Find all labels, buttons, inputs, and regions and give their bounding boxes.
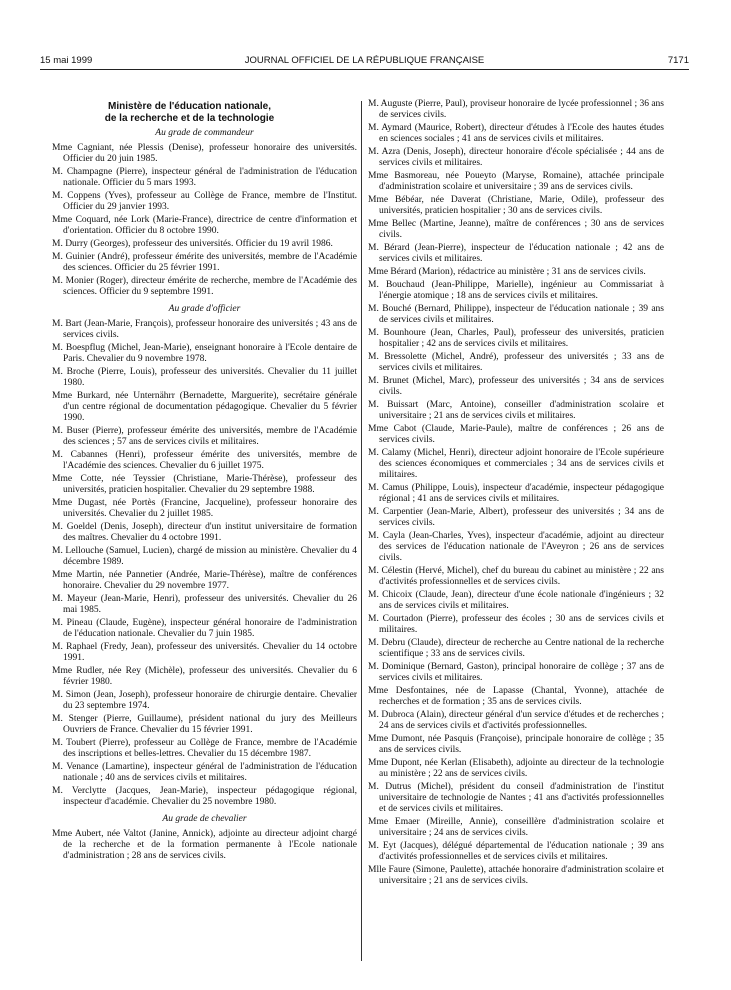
- chevalier-list: [52, 829, 357, 862]
- list-item: M. Brunet (Michel, Marc), professeur des universités ; 34 ans de services civils.: [368, 376, 664, 397]
- commandeur-list: [52, 143, 357, 298]
- list-item: M. Goeldel (Denis, Joseph), directeur d'un institut universitaire de formation des maîtres. Chevalier du 4 octobre 1991.: [52, 522, 357, 543]
- list-item: M. Mayeur (Jean-Marie, Henri), professeur des universités. Chevalier du 26 mai 1985.: [52, 594, 357, 615]
- header-rule: [40, 69, 689, 70]
- section-title-line-2: de la recherche et de la technologie: [104, 112, 275, 124]
- list-item: M. Dubroca (Alain), directeur général d'un service d'études et de recherches ; 24 ans de services civils et d'activités professionnelles.: [368, 710, 664, 731]
- left-column: [52, 101, 357, 864]
- list-item: Mme Cotte, née Teyssier (Christiane, Marie-Thérèse), professeur des universités, praticien hospitalier. Chevalier du 29 septembre 1988.: [52, 474, 357, 495]
- list-item: Mme Burkard, née Unternährr (Bernadette, Marguerite), secrétaire générale d'un centre régional de documentation pédagogique. Chevalier du 5 février 1990.: [52, 391, 357, 423]
- section-title-line-1: Ministère de l'éducation nationale,: [108, 101, 271, 112]
- list-item: Mme Rudler, née Rey (Michèle), professeur des universités. Chevalier du 6 février 1980.: [52, 666, 357, 687]
- header-journal-title: JOURNAL OFFICIEL DE LA RÉPUBLIQUE FRANÇAISE: [244, 55, 485, 66]
- list-item: M. Buissart (Marc, Antoine), conseiller d'administration scolaire et universitaire ; 21 ans de services civils et militaires.: [368, 400, 664, 421]
- column-divider: [361, 101, 362, 961]
- list-item: Mme Cabot (Claude, Marie-Paule), maître de conférences ; 26 ans de services civils.: [368, 424, 664, 445]
- list-item: M. Champagne (Pierre), inspecteur général de l'administration de l'éducation nationale. Officier du 5 mars 1993.: [52, 167, 357, 188]
- list-item: M. Chicoix (Claude, Jean), directeur d'une école nationale d'ingénieurs ; 32 ans de services civils et militaires.: [368, 590, 664, 611]
- list-item: M. Broche (Pierre, Louis), professeur des universités. Chevalier du 11 juillet 1980.: [52, 367, 357, 388]
- list-item: M. Raphael (Fredy, Jean), professeur des universités. Chevalier du 14 octobre 1991.: [52, 642, 357, 663]
- list-item: M. Durry (Georges), professeur des universités. Officier du 19 avril 1986.: [52, 239, 333, 249]
- list-item: M. Lellouche (Samuel, Lucien), chargé de mission au ministère. Chevalier du 4 décembre 1989.: [52, 546, 357, 567]
- list-item: M. Toubert (Pierre), professeur au Collège de France, membre de l'Académie des inscriptions et belles-lettres. Chevalier du 15 décembre 1987.: [52, 738, 357, 759]
- list-item: Mlle Faure (Simone, Paulette), attachée honoraire d'administration scolaire et universitaire ; 21 ans de services civils.: [368, 865, 664, 886]
- list-item: M. Pineau (Claude, Eugène), inspecteur général honoraire de l'administration de l'éducation nationale. Chevalier du 7 juin 1985.: [52, 618, 357, 639]
- list-item: Mme Bellec (Martine, Jeanne), maître de conférences ; 30 ans de services civils.: [368, 219, 664, 240]
- list-item: M. Boespflug (Michel, Jean-Marie), enseignant honoraire à l'Ecole dentaire de Paris. Chevalier du 9 novembre 1978.: [52, 343, 357, 364]
- list-item: M. Verclytte (Jacques, Jean-Marie), inspecteur pédagogique régional, inspecteur d'académie. Chevalier du 25 novembre 1980.: [52, 786, 357, 807]
- list-item: M. Bart (Jean-Marie, François), professeur honoraire des universités ; 43 ans de services civils.: [52, 319, 357, 340]
- page-header: [40, 55, 689, 69]
- list-item: Mme Dugast, née Portès (Francine, Jacqueline), professeur honoraire des universités. Chevalier du 2 juillet 1985.: [52, 498, 357, 519]
- list-item: Mme Basmoreau, née Poueyto (Maryse, Romaine), attachée principale d'administration scolaire et universitaire ; 39 ans de services civils.: [368, 171, 664, 192]
- list-item: M. Auguste (Pierre, Paul), proviseur honoraire de lycée professionnel ; 36 ans de services civils.: [368, 99, 665, 120]
- list-item: M. Debru (Claude), directeur de recherche au Centre national de la recherche scientifique ; 33 ans de services civils.: [368, 638, 664, 659]
- list-item: M. Dominique (Bernard, Gaston), principal honoraire de collège ; 37 ans de services civils et militaires.: [368, 662, 664, 683]
- list-item: Mme Martin, née Pannetier (Andrée, Marie-Thérèse), maître de conférences honoraire. Chevalier du 29 novembre 1977.: [52, 570, 357, 591]
- list-item: M. Bérard (Jean-Pierre), inspecteur de l'éducation nationale ; 42 ans de services civils et militaires.: [368, 243, 664, 264]
- list-item: M. Dutrus (Michel), président du conseil d'administration de l'institut universitaire de technologie de Nantes ; 41 ans d'activités professionnelles et de services civils et militaires.: [368, 782, 664, 814]
- grade-heading-commandeur: Au grade de commandeur: [155, 128, 254, 138]
- list-item: M. Bouché (Bernard, Philippe), inspecteur de l'éducation nationale ; 39 ans de services civils et militaires.: [368, 304, 664, 325]
- header-page-number: 7171: [667, 55, 689, 66]
- list-item: M. Camus (Philippe, Louis), inspecteur d'académie, inspecteur pédagogique régional ; 41 ans de services civils et militaires.: [368, 483, 664, 504]
- list-item: M. Monier (Roger), directeur émérite de recherche, membre de l'Académie des sciences. Officier du 9 septembre 1991.: [52, 276, 357, 297]
- list-item: M. Coppens (Yves), professeur au Collège de France, membre de l'Institut. Officier du 29 janvier 1993.: [52, 191, 357, 212]
- list-item: M. Eyt (Jacques), délégué départemental de l'éducation nationale ; 39 ans d'activités professionnelles et de services civils et militaires.: [368, 841, 664, 862]
- list-item: M. Stenger (Pierre, Guillaume), président national du jury des Meilleurs Ouvriers de France. Chevalier du 15 février 1991.: [52, 714, 357, 735]
- list-item: M. Buser (Pierre), professeur émérite des universités, membre de l'Académie des sciences ; 57 ans de services civils et militaires.: [52, 426, 357, 447]
- officier-list: [52, 319, 357, 808]
- list-item: M. Bouchaud (Jean-Philippe, Marielle), ingénieur au Commissariat à l'énergie atomique ; 18 ans de services civils et militaires.: [368, 280, 664, 301]
- list-item: Mme Dumont, née Pasquis (Françoise), principale honoraire de collège ; 35 ans de services civils.: [368, 734, 664, 755]
- list-item: M. Cayla (Jean-Charles, Yves), inspecteur d'académie, adjoint au directeur des services de l'éducation nationale de l'Aveyron ; 26 ans de services civils.: [368, 531, 664, 563]
- list-item: Mme Dupont, née Kerlan (Elisabeth), adjointe au directeur de la technologie au ministère ; 22 ans de services civils.: [368, 758, 664, 779]
- section-title: [52, 101, 327, 124]
- header-date: 15 mai 1999: [40, 55, 93, 66]
- list-item: Mme Aubert, née Valtot (Janine, Annick), adjointe au directeur adjoint chargé de la recherche et de la formation permanente à l'Ecole nationale d'administration ; 28 ans de services civils.: [52, 829, 357, 861]
- list-item: Mme Desfontaines, née de Lapasse (Chantal, Yvonne), attachée de recherches et de formation ; 35 ans de services civils.: [368, 686, 664, 707]
- grade-heading-chevalier: Au grade de chevalier: [162, 814, 247, 824]
- list-item: Mme Bérard (Marion), rédactrice au ministère ; 31 ans de services civils.: [368, 267, 646, 277]
- list-item: M. Aymard (Maurice, Robert), directeur d'études à l'Ecole des hautes études en sciences sociales ; 41 ans de services civils et militaires.: [368, 123, 664, 144]
- list-item: M. Guinier (André), professeur émérite des universités, membre de l'Académie des sciences. Officier du 25 février 1991.: [52, 252, 357, 273]
- list-item: M. Bounhoure (Jean, Charles, Paul), professeur des universités, praticien hospitalier ; 42 ans de services civils et militaires.: [368, 328, 664, 349]
- list-item: M. Azra (Denis, Joseph), directeur honoraire d'école spécialisée ; 44 ans de services civils et militaires.: [368, 147, 664, 168]
- list-item: M. Célestin (Hervé, Michel), chef du bureau du cabinet au ministère ; 22 ans d'activités professionnelles et de services civils.: [368, 566, 664, 587]
- grade-heading-officier: Au grade d'officier: [168, 304, 241, 314]
- list-item: M. Venance (Lamartine), inspecteur général de l'administration de l'éducation nationale ; 40 ans de services civils et militaires.: [52, 762, 357, 783]
- list-item: M. Bressolette (Michel, André), professeur des universités ; 33 ans de services civils et militaires.: [368, 352, 664, 373]
- list-item: M. Courtadon (Pierre), professeur des écoles ; 30 ans de services civils et militaires.: [368, 614, 664, 635]
- list-item: Mme Coquard, née Lork (Marie-France), directrice de centre d'information et d'orientation. Officier du 8 octobre 1990.: [52, 215, 357, 236]
- list-item: Mme Bébéar, née Daverat (Christiane, Marie, Odile), professeur des universités, praticien hospitalier ; 30 ans de services civils.: [368, 195, 664, 216]
- right-column: [368, 99, 664, 889]
- list-item: M. Calamy (Michel, Henri), directeur adjoint honoraire de l'Ecole supérieure des sciences économiques et commerciales ; 34 ans de services civils et militaires.: [368, 448, 664, 480]
- chevalier-list-continued: [368, 99, 664, 887]
- list-item: M. Carpentier (Jean-Marie, Albert), professeur des universités ; 34 ans de services civils.: [368, 507, 664, 528]
- list-item: M. Cabannes (Henri), professeur émérite des universités, membre de l'Académie des sciences. Chevalier du 6 juillet 1975.: [52, 450, 357, 471]
- list-item: Mme Cagniant, née Plessis (Denise), professeur honoraire des universités. Officier du 20 juin 1985.: [52, 143, 357, 164]
- list-item: M. Simon (Jean, Joseph), professeur honoraire de chirurgie dentaire. Chevalier du 23 septembre 1974.: [52, 690, 357, 711]
- list-item: Mme Emaer (Mireille, Annie), conseillère d'administration scolaire et universitaire ; 24 ans de services civils.: [368, 817, 664, 838]
